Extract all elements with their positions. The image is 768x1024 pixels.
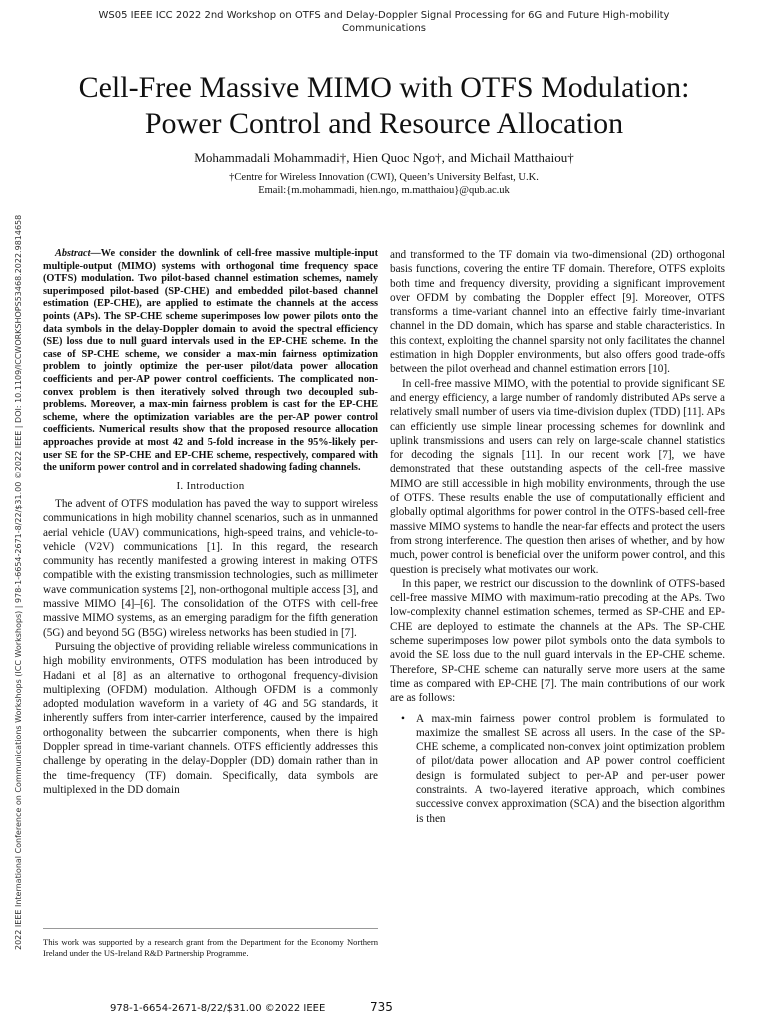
footnote: This work was supported by a research grant from the Department for the Economy Northern Ireland under the US-Ireland R&D Partnership Programme. bbox=[43, 928, 378, 959]
paragraph: In cell-free massive MIMO, with the potential to provide significant SE and energy efficiency, a large number of randomly distributed APs serve a relatively small number of users via time-division duplex (TDD) [11]. APs can efficiently use simple linear processing schemes for downlink and uplink transmissions and users can rely on large-scale channel statistics for decoding the signals [11]. In our recent work [7], we have demonstrated that these outstanding aspects of the cell-free massive MIMO are still accessible in high mobility environments, through the use of OTFS. These results enable the use of computationally efficient and globally optimal algorithms for power control in the OTFS-based cell-free massive MIMO systems to handle the near-far effects and protect the users from strong interference. The question then arises of whether, and by how much, power control is beneficial over the uniform power control, and this question is precisely what motivates our work. bbox=[390, 377, 725, 576]
contribution-list bbox=[390, 712, 725, 826]
doi-strip-text: 2022 IEEE International Conference on Communications Workshops (ICC Workshops) | 978-1-6654-2671-8/22/$31.00 ©2022 IEEE | DOI: 10.1109/ICCWORKSHOPS53468.2022.9814658 bbox=[14, 214, 23, 950]
affiliation-block bbox=[40, 171, 728, 197]
paragraph: The advent of OTFS modulation has paved the way to support wireless communications in high mobility channel scenarios, such as in unmanned aerial vehicle (UAV) communications, high-speed trains, and vehicle-to-vehicle (V2V) communications [1]. In this regard, the research community has recently manifested a growing interest in making OTFS compatible with the existing transmission technologies, such as millimeter wave communication systems [2], non-orthogonal multiple access [3], and massive MIMO [4]–[6]. The consolidation of the OTFS with cell-free massive MIMO systems, as an emerging paradigm for the fifth generation (5G) and beyond 5G (B5G) wireless networks has been studied in [7]. bbox=[43, 497, 378, 639]
section-heading: I. Introduction bbox=[176, 479, 245, 492]
abstract bbox=[43, 248, 378, 475]
abstract-text: —We consider the downlink of cell-free massive multiple-input multiple-output (MIMO) systems with orthogonal time frequency space (OTFS) modulation. Two pilot-based channel estimation schemes, namely superimposed pilot-based (SP-CHE) and embedded pilot-based channel estimation (EP-CHE), are applied to estimate the channels at the access points (APs). The SP-CHE scheme superimposes low power pilots onto the data symbols in the delay-Doppler domain to avoid the spectral efficiency (SE) loss due to null guard intervals used in the EP-CHE scheme. In the case of SP-CHE scheme, we consider a max-min fairness optimization problem to jointly optimize the per-user pilot/data power allocation coefficients and per-AP power control coefficients. The complicated non-convex problem is then iteratively solved through two decoupled sub-problems. Moreover, a max-min fairness problem is cast for the EP-CHE scheme, where the optimization variables are the per-AP power control coefficients. Numerical results show that the proposed resource allocation approaches provide at most 42 and 5-fold increase in the 95%-likely per-user SE for the SP-CHE and EP-CHE scheme, respectively, compared with the uniform power control and in correlated shadowing fading channels. bbox=[43, 248, 378, 474]
footer-copyright: 978-1-6654-2671-8/22/$31.00 ©2022 IEEE bbox=[110, 1003, 326, 1014]
abstract-label: Abstract bbox=[55, 248, 91, 259]
paper-title bbox=[40, 70, 728, 142]
list-item-text: A max-min fairness power control problem is formulated to maximize the smallest SE across all users. In the case of the SP-CHE scheme, a complicated non-convex joint optimization problem of pilot/data power allocation and AP power control coefficient design is formulated subject to per-AP and per-user power constraints. A two-layered iterative approach, which combines successive convex approximation (SCA) and the bisection algorithm is then bbox=[416, 712, 725, 825]
list-item bbox=[390, 712, 725, 826]
left-column bbox=[43, 248, 378, 797]
conference-header: WS05 IEEE ICC 2022 2nd Workshop on OTFS and Delay-Doppler Signal Processing for 6G and Future High-mobility Communications bbox=[98, 10, 670, 34]
page-number: 735 bbox=[370, 1000, 393, 1014]
paragraph: In this paper, we restrict our discussion to the downlink of OTFS-based cell-free massive MIMO with maximum-ratio precoding at the APs. Two low-complexity channel estimation schemes, termed as SP-CHE and EP-CHE are deployed to estimate the channels at the APs. The SP-CHE scheme superimposes low power pilot symbols onto the data symbols to avoid the SE loss due to the null guard intervals in the EP-CHE scheme. Therefore, SP-CHE scheme can naturally serve more users at the same time as compared with EP-CHE [7]. The main contributions of our work are as follows: bbox=[390, 577, 725, 705]
paragraph: and transformed to the TF domain via two-dimensional (2D) orthogonal basis functions, covering the entire TF domain. Therefore, OTFS exploits both time and frequency diversity, providing a significant improvement over OFDM by combating the Doppler effect [9]. Moreover, OTFS transforms a time-variant channel into an effective fairly time-invariant channel in the DD domain, which has sparse and stable characteristics. In this context, exploiting the channel sparsity not only facilitates the channel estimation in high Doppler environments, but also offers good trade-offs between the pilot overhead and channel estimation errors [10]. bbox=[390, 249, 725, 376]
right-column bbox=[390, 248, 725, 826]
affiliation: †Centre for Wireless Innovation (CWI), Queen’s University Belfast, U.K. bbox=[229, 172, 539, 183]
paragraph: Pursuing the objective of providing reliable wireless communications in high mobility environments, OTFS modulation has been introduced by Hadani et al [8] as an alternative to orthogonal frequency-division multiplexing (OFDM) modulation. Although OFDM is a commonly adopted modulation waveform in a variety of 4G and 5G standards, it inherently suffers from inter-carrier interference, caused by the impaired orthogonality between the subcarrier components, when there is high Doppler spread in time-variant channels. OTFS efficiently addresses this challenge by operating in the delay-Doppler (DD) domain rather than in the time-frequency (TF) domain. Specifically, data symbols are multiplexed in the DD domain bbox=[43, 640, 378, 796]
bullet-icon: • bbox=[401, 712, 405, 725]
author-list: Mohammadali Mohammadi†, Hien Quoc Ngo†, and Michail Matthaiou† bbox=[194, 150, 574, 165]
title-line-2: Power Control and Resource Allocation bbox=[144, 107, 624, 140]
email: Email:{m.mohammadi, hien.ngo, m.matthaiou}@qub.ac.uk bbox=[258, 185, 510, 196]
title-line-1: Cell-Free Massive MIMO with OTFS Modulation: bbox=[78, 71, 690, 104]
